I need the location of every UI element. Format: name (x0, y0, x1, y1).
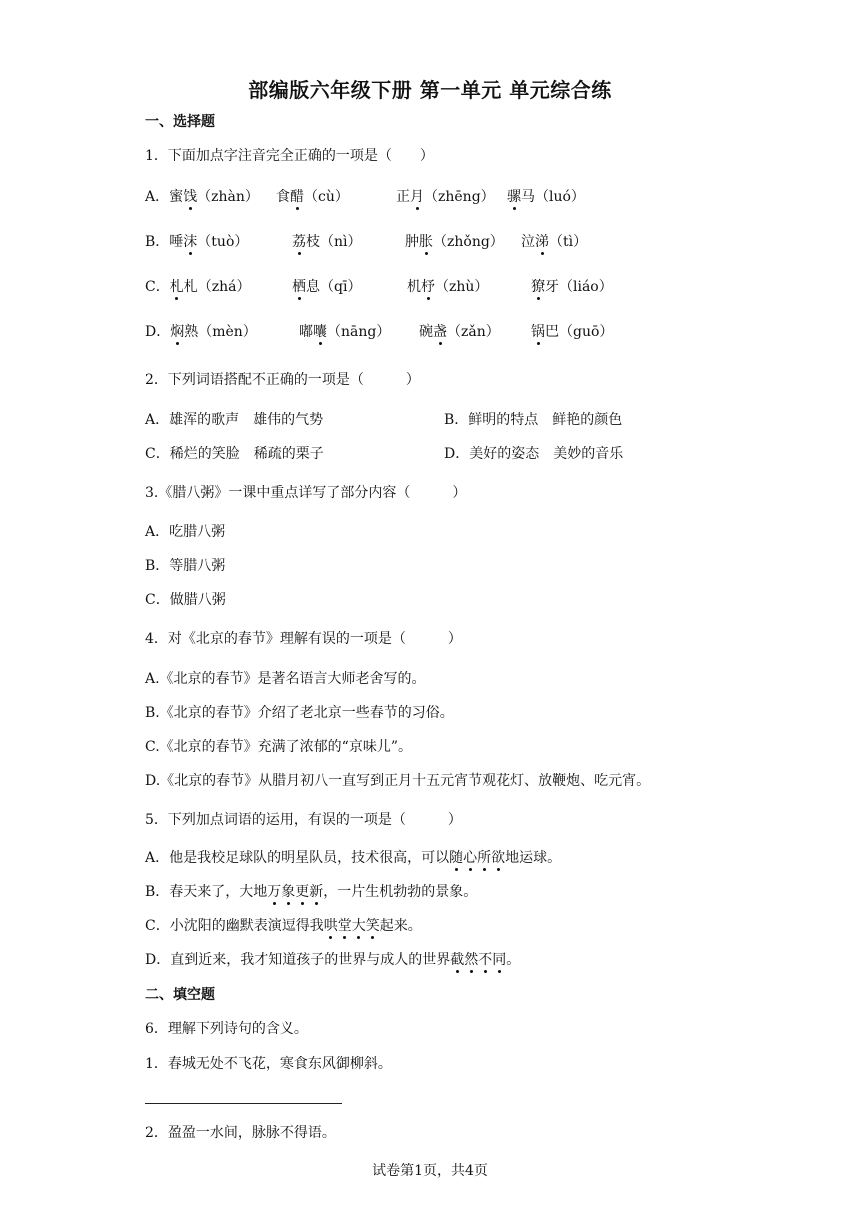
question-5-option-a (145, 848, 561, 868)
emphasis-dotted-char: 月 (410, 189, 424, 205)
emphasis-dotted-char: 不 (478, 952, 493, 968)
question-2-option-a: A．雄浑的歌声 雄伟的气势 (145, 412, 324, 428)
question-3-option-b: B．等腊八粥 (145, 558, 226, 574)
emphasis-dotted-char: 盏 (433, 324, 447, 340)
term-text: 嘟 (299, 324, 313, 340)
option-term (407, 277, 488, 297)
emphasis-dotted-char: 笑 (365, 918, 380, 934)
term-text: 马（luó） (521, 189, 585, 205)
emphasis-dotted-char: 囔 (313, 324, 327, 340)
term-text: 牙（liáo） (545, 279, 613, 295)
emphasis-dotted-char: 所 (477, 850, 492, 866)
option-term (292, 232, 362, 252)
emphasis-dotted-char: 截 (450, 952, 465, 968)
term-text: 息（qī） (306, 279, 362, 295)
question-2-option-c: C．稀烂的笑脸 稀疏的栗子 (145, 446, 324, 462)
term-text: A．他是我校足球队的明星队员，技术很高，可以 (145, 850, 450, 866)
term-text: 泣 (521, 234, 535, 250)
emphasis-dotted-char: 然 (464, 952, 479, 968)
term-text: 地运球。 (505, 850, 562, 866)
option-term (419, 322, 500, 342)
option-term (145, 322, 257, 342)
term-text: D．直到近来，我才知道孩子的世界与成人的世界 (145, 952, 451, 968)
term-text: 。 (506, 952, 521, 968)
question-5-option-b (145, 882, 477, 902)
term-text: D． (145, 324, 171, 340)
question-2-option-d: D．美好的姿态 美妙的音乐 (444, 446, 624, 462)
emphasis-dotted-char: 札 (169, 279, 184, 295)
term-text: 正 (396, 189, 410, 205)
term-text: （zǎn） (447, 324, 500, 340)
option-term (292, 277, 361, 297)
question-6-line-2: 2．盈盈一水间，脉脉不得语。 (145, 1125, 336, 1141)
emphasis-dotted-char: 哄 (323, 918, 338, 934)
question-2-stem: 2．下列词语搭配不正确的一项是（ ） (145, 372, 420, 388)
question-3-option-a: A．吃腊八粥 (145, 524, 226, 540)
term-text: C． (145, 279, 170, 295)
term-text: 碗 (419, 324, 433, 340)
term-text: 熟（mèn） (184, 324, 257, 340)
emphasis-dotted-char: 锅 (531, 324, 545, 340)
question-5-option-d (145, 950, 520, 970)
option-term (145, 277, 250, 297)
term-text: 枝（nì） (306, 234, 362, 250)
emphasis-dotted-char: 饯 (183, 189, 198, 205)
term-text: 巴（guō） (545, 324, 614, 340)
emphasis-dotted-char: 栖 (292, 279, 306, 295)
question-4-stem: 4．对《北京的春节》理解有误的一项是（ ） (145, 631, 462, 647)
page-footer: 试卷第1页，共4页 (372, 1163, 488, 1179)
question-4-option-c: C.《北京的春节》充满了浓郁的“京味儿”。 (145, 739, 412, 755)
emphasis-dotted-char: 沫 (183, 234, 198, 250)
term-text: B．春天来了，大地 (145, 884, 268, 900)
question-4-option-a: A.《北京的春节》是著名语言大师老舍写的。 (145, 671, 426, 687)
term-text: B．唾 (145, 234, 184, 250)
emphasis-dotted-char: 獠 (531, 279, 545, 295)
answer-blank-line[interactable] (145, 1103, 342, 1104)
term-text: C．小沈阳的幽默表演逗得我 (145, 918, 324, 934)
term-text: （zhǒng） (433, 234, 504, 250)
emphasis-dotted-char: 胀 (419, 234, 433, 250)
emphasis-dotted-char: 欲 (491, 850, 506, 866)
term-text: （zhù） (435, 279, 489, 295)
section-heading-fill: 二、填空题 (145, 987, 215, 1003)
emphasis-dotted-char: 焖 (170, 324, 185, 340)
term-text: ，一片生机勃勃的景象。 (323, 884, 478, 900)
section-heading-choice: 一、选择题 (145, 114, 215, 130)
emphasis-dotted-char: 同 (492, 952, 507, 968)
emphasis-dotted-char: 杼 (421, 279, 435, 295)
emphasis-dotted-char: 骡 (507, 189, 521, 205)
question-4-option-b: B.《北京的春节》介绍了老北京一些春节的习俗。 (145, 705, 454, 721)
question-6-line-1: 1．春城无处不飞花，寒食东风御柳斜。 (145, 1056, 392, 1072)
term-text: （tì） (549, 234, 588, 250)
option-term (145, 187, 259, 207)
question-6-stem: 6．理解下列诗句的含义。 (145, 1021, 308, 1037)
question-5-stem: 5．下列加点词语的运用，有误的一项是（ ） (145, 812, 462, 828)
page-title: 部编版六年级下册 第一单元 单元综合练 (248, 78, 612, 102)
emphasis-dotted-char: 随 (449, 850, 464, 866)
option-term (507, 187, 585, 207)
term-text: （zhēng） (424, 189, 495, 205)
option-term (276, 187, 349, 207)
option-term (531, 322, 613, 342)
emphasis-dotted-char: 更 (295, 884, 310, 900)
question-3-stem: 3.《腊八粥》一课中重点详写了部分内容（ ） (145, 485, 467, 501)
emphasis-dotted-char: 涕 (535, 234, 549, 250)
emphasis-dotted-char: 醋 (290, 189, 304, 205)
option-term (299, 322, 390, 342)
question-5-option-c (145, 916, 422, 936)
emphasis-dotted-char: 万 (267, 884, 282, 900)
term-text: 机 (407, 279, 421, 295)
emphasis-dotted-char: 荔 (292, 234, 306, 250)
question-2-option-b: B．鲜明的特点 鲜艳的颜色 (444, 412, 623, 428)
question-1-stem: 1．下面加点字注音完全正确的一项是（ ） (145, 148, 434, 164)
emphasis-dotted-char: 堂 (337, 918, 352, 934)
option-term (396, 187, 495, 207)
emphasis-dotted-char: 大 (351, 918, 366, 934)
option-term (521, 232, 587, 252)
emphasis-dotted-char: 心 (463, 850, 478, 866)
term-text: A．蜜 (145, 189, 184, 205)
question-4-option-d: D.《北京的春节》从腊月初八一直写到正月十五元宵节观花灯、放鞭炮、吃元宵。 (145, 773, 651, 789)
emphasis-dotted-char: 新 (309, 884, 324, 900)
option-term (405, 232, 504, 252)
term-text: （zhàn） (197, 189, 259, 205)
term-text: （cù） (304, 189, 349, 205)
term-text: 札（zhá） (183, 279, 251, 295)
term-text: （tuò） (197, 234, 249, 250)
term-text: 食 (276, 189, 290, 205)
option-term (145, 232, 248, 252)
question-3-option-c: C．做腊八粥 (145, 592, 226, 608)
term-text: 肿 (405, 234, 419, 250)
emphasis-dotted-char: 象 (281, 884, 296, 900)
term-text: （nāng） (327, 324, 391, 340)
term-text: 起来。 (379, 918, 422, 934)
option-term (531, 277, 613, 297)
